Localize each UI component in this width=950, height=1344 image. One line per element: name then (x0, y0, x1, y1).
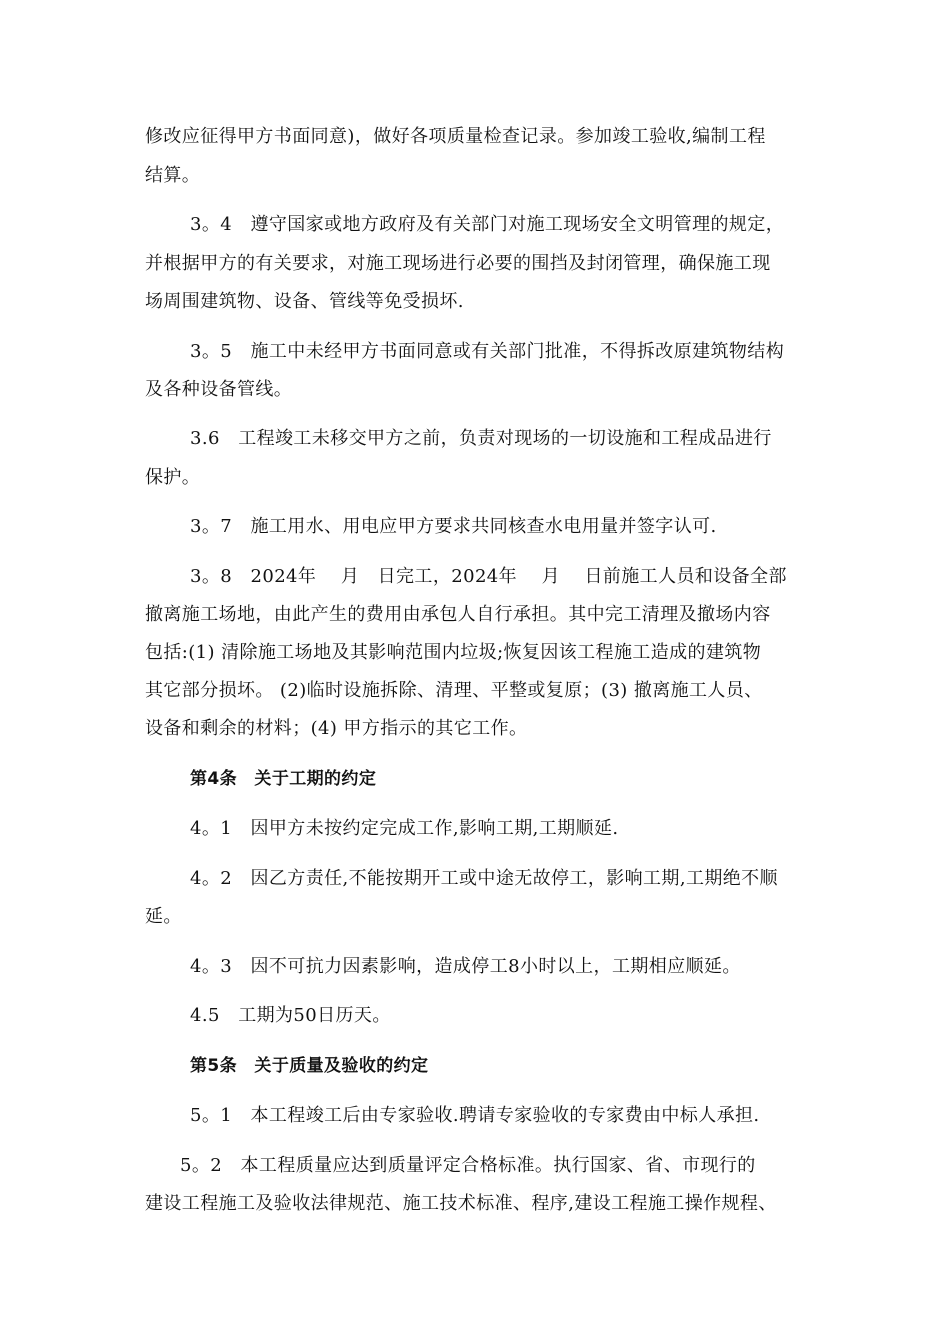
clause-3-8: 3。8 2024年 月 日完工，2024年 月 日前施工人员和设备全部 (190, 566, 787, 587)
clause-3-4: 3。4 遵守国家或地方政府及有关部门对施工现场安全文明管理的规定， (190, 214, 785, 235)
paragraph-line: 结算。 (145, 165, 201, 186)
paragraph-line: 延。 (145, 906, 182, 927)
paragraph-line: 场周围建筑物、设备、管线等免受损坏. (145, 291, 464, 312)
paragraph-line: 其它部分损坏。 (2)临时设施拆除、清理、平整或复原；(3) 撤离施工人员、 (145, 680, 763, 701)
section-heading-article-4: 第4条 关于工期的约定 (190, 769, 377, 789)
clause-4-1: 4。1 因甲方未按约定完成工作,影响工期,工期顺延. (190, 818, 619, 839)
clause-5-1: 5。1 本工程竣工后由专家验收.聘请专家验收的专家费由中标人承担. (190, 1105, 760, 1126)
paragraph-line: 及各种设备管线。 (145, 379, 293, 400)
paragraph-line: 包括:(1) 清除施工场地及其影响范围内垃圾;恢复因该工程施工造成的建筑物 (145, 642, 762, 663)
clause-4-5: 4.5 工期为50日历天。 (190, 1005, 391, 1026)
clause-3-5: 3。5 施工中未经甲方书面同意或有关部门批准，不得拆改原建筑物结构 (190, 341, 785, 362)
clause-5-2: 5。2 本工程质量应达到质量评定合格标准。执行国家、省、市现行的 (180, 1155, 756, 1176)
section-heading-article-5: 第5条 关于质量及验收的约定 (190, 1056, 429, 1076)
paragraph-line: 保护。 (145, 467, 201, 488)
clause-4-2: 4。2 因乙方责任,不能按期开工或中途无故停工，影响工期,工期绝不顺 (190, 868, 778, 889)
clause-4-3: 4。3 因不可抗力因素影响，造成停工8小时以上，工期相应顺延。 (190, 956, 741, 977)
paragraph-line: 设备和剩余的材料；(4) 甲方指示的其它工作。 (145, 718, 528, 739)
paragraph-line: 并根据甲方的有关要求，对施工现场进行必要的围挡及封闭管理，确保施工现 (145, 253, 771, 274)
paragraph-line: 修改应征得甲方书面同意)，做好各项质量检查记录。参加竣工验收,编制工程 (145, 126, 766, 147)
clause-3-7: 3。7 施工用水、用电应甲方要求共同核查水电用量并签字认可. (190, 516, 717, 537)
clause-3-6: 3.6 工程竣工未移交甲方之前，负责对现场的一切设施和工程成品进行 (190, 428, 772, 449)
paragraph-line: 建设工程施工及验收法律规范、施工技术标准、程序,建设工程施工操作规程、 (145, 1193, 777, 1214)
paragraph-line: 撤离施工场地，由此产生的费用由承包人自行承担。其中完工清理及撤场内容 (145, 604, 771, 625)
